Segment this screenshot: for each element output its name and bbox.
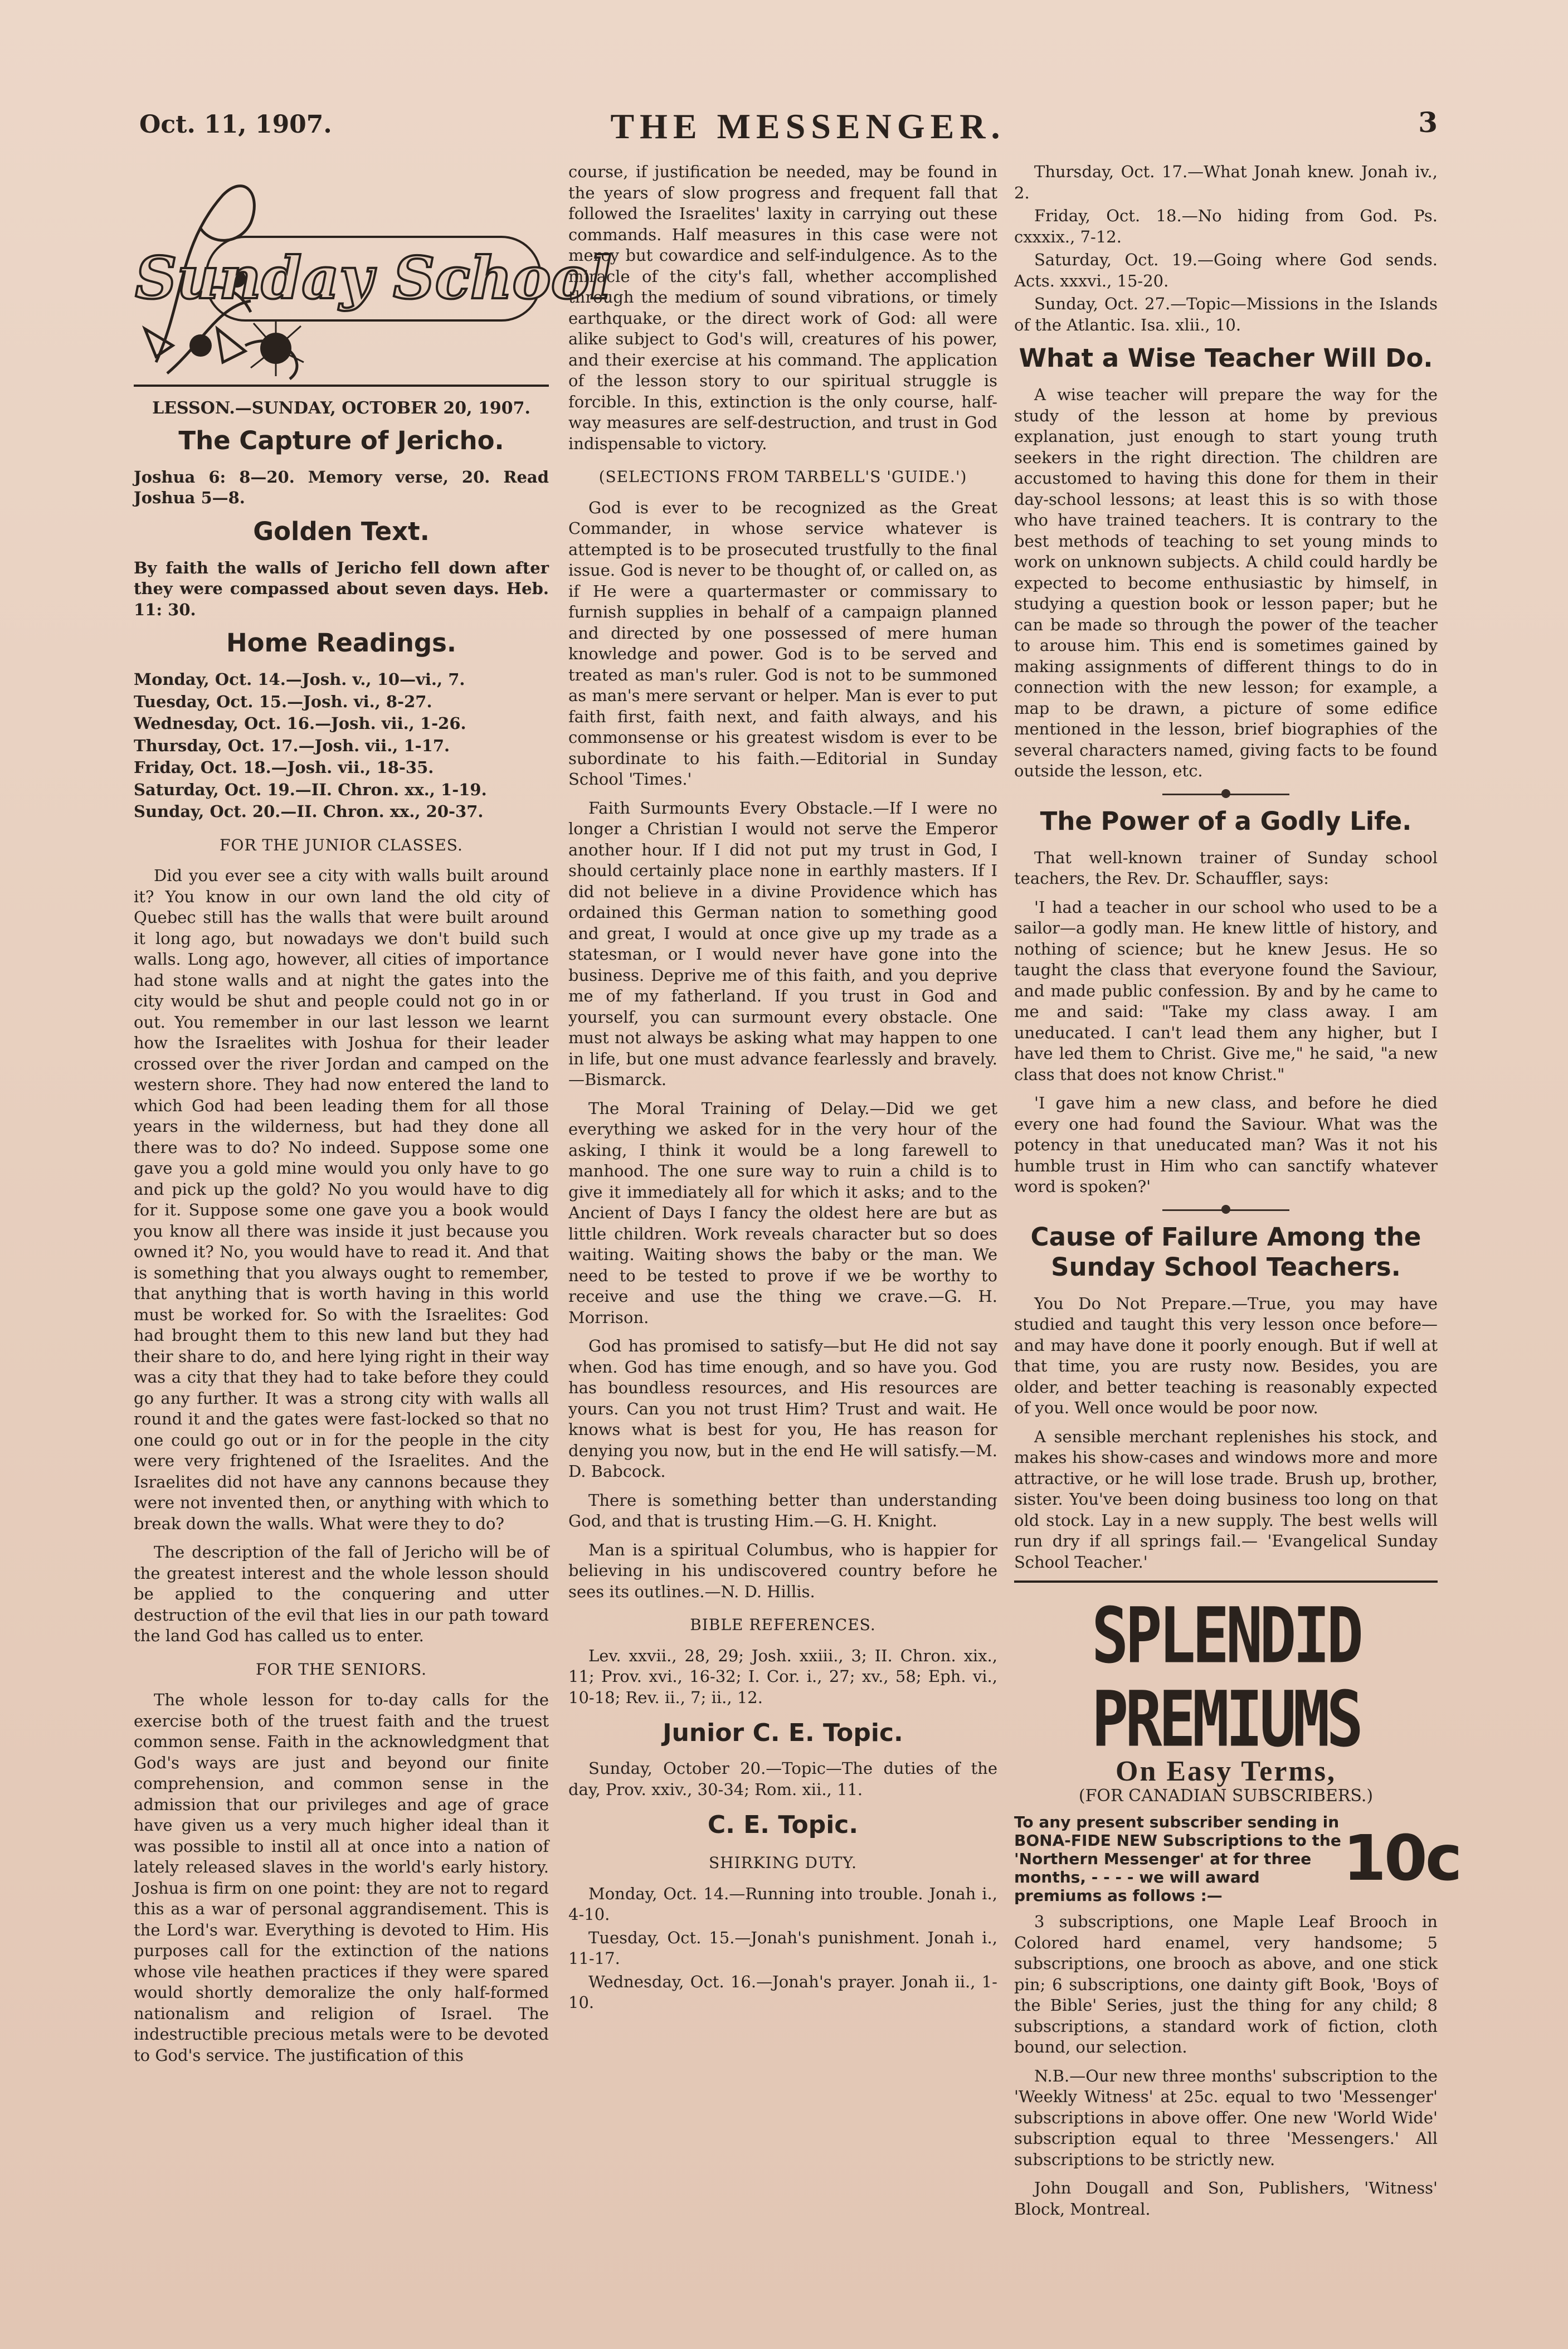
offer-details: 3 subscriptions, one Maple Leaf Brooch in Colored hard enamel, very handsome; 5 subscriptions, one brooch as above, and one stick pin; 6 subscriptions, one dainty gift Book, 'Boys of the Bible' Series, just the thing for any child; 8 subscriptions, a standard work of fiction, cloth bound, our selection. xyxy=(1014,1912,1438,2056)
junior-paragraph-1: Did you ever see a city with walls built around it? You know in our own land the old city of Quebec still has the walls that were built around it long ago, but nowadays we don't build such walls. Long ago, however, all cities of importance had stone walls and at night the gates into the city would be shut and people could not go in or out. You remember in our last lesson we learnt how the Israelites with Joshua for their leader crossed over the river Jordan and camped on the western shore. They had now entered the land to which God had been leading them for all those years in the wilderness, but had they done all there was to do? No indeed. Suppose some one gave you a gold mine would you only have to go and pick up the gold? No you would have to dig for it. Suppose some one gave you a book would you know all there was inside it just because you owned it? No, you would have to read it. And that is something that you always ought to remember, that anything that is worth having in this world must be worked for. So with the Israelites: God had brought them to this new land but they had their share to do, and here lying right in their way was a city that they had to take before they could go any further. It was a strong city with walls all round it and the gates were fast-locked so that no one could go out or in for the people in the city were very frightened of the Israelites. And the Israelites did not have any cannons because they were not invented then, or anything with which to break down the walls. What were they to do? xyxy=(134,866,549,1533)
moral-training-paragraph: The Moral Training of Delay.—Did we get everything we asked for in the very hour of the asking, I think it would be a long farewell to manhood. The one sure way to ruin a child is to give it immediately all for which it asks; and to the Ancient of Days I fancy the oldest here are but as little children. Work reveals character but so does waiting. Waiting shows the baby or the man. We need to be tested to prove if we be worthy to receive and use the thing we crave.—G. H. Morrison. xyxy=(568,1098,997,1327)
section-divider xyxy=(1014,1208,1438,1212)
great-commander-paragraph: God is ever to be recognized as the Great Commander, in whose service whatever is attempted is to be prosecuted trustfully to the final issue. God is never to be thought of, or called on, as if He were a quartermaster or commissary to furnish supplies in behalf of a campaign planned and directed by one possessed of mere human knowledge and power. God is to be served and treated as man's ruler. God is not to be summoned as man's mere servant or helper. Man is ever to put faith first, faith next, and faith always, and his commonsense or his greatest wisdom is ever to be subordinate to his faith.—Editorial in Sunday School 'Times.' xyxy=(568,498,997,789)
column-2 xyxy=(568,162,997,2016)
promised-to-satisfy-paragraph: God has promised to satisfy—but He did not say when. God has time enough, and so have you. God has boundless resources, and His resources are yours. Can you not trust Him? Trust and wait. He knows what is best for you, He has reason for denying you now, but in the end He will satisfy.—M. D. Babcock. xyxy=(568,1336,997,1481)
ce-topic-item: Sunday, Oct. 27.—Topic—Missions in the Islands of the Atlantic. Isa. xlii., 10. xyxy=(1014,294,1438,334)
wise-teacher-title: What a Wise Teacher Will Do. xyxy=(1019,343,1433,373)
ce-topic-item: Thursday, Oct. 17.—What Jonah knew. Jonah iv., 2. xyxy=(1014,162,1438,202)
section-divider xyxy=(1014,792,1438,796)
reading-item: Thursday, Oct. 17.—Josh. vii., 1-17. xyxy=(134,736,450,755)
golden-text: By faith the walls of Jericho fell down after they were compassed about seven days. Heb. 11: 30. xyxy=(134,558,549,619)
masthead-title: THE MESSENGER. xyxy=(610,106,1006,146)
home-readings-title: Home Readings. xyxy=(226,628,456,658)
bible-references: Lev. xxvii., 28, 29; Josh. xxiii., 3; II. Chron. xix., 11; Prov. xvi., 16-32; I. Cor. i., 27; xv., 58; Eph. vi., 10-18; Rev. ii., 7; ii., 12. xyxy=(568,1646,997,1707)
lesson-scripture: Joshua 6: 8—20. Memory verse, 20. Read Joshua 5—8. xyxy=(134,467,549,507)
seniors-continued: course, if justification be needed, may be found in the years of slow progress and frequent fall that followed the Israelites' laxity in carrying out these commands. Half measures in this case were not mercy but cowardice and self-indulgence. As to the miracle of the city's fall, whether accomplished through the medium of sound vibrations, or timely earthquake, or the direct work of God: all were alike subject to God's will, creatures of his power, and their exercise at his command. The application of the lesson story to our spiritual struggle is forcible. In this, extinction is the only course, half-way measures are self-destruction, and trust in God indispensable to victory. xyxy=(568,162,997,453)
premiums-title: SPLENDID PREMIUMS xyxy=(1092,1591,1360,1764)
lesson-title: The Capture of Jericho. xyxy=(178,425,504,455)
reading-item: Wednesday, Oct. 16.—Josh. vii., 1-26. xyxy=(134,714,466,733)
failure-title: Cause of Failure Among the Sunday School Teachers. xyxy=(1030,1222,1421,1282)
failure-paragraph-2: A sensible merchant replenishes his stock, and makes his show-cases and windows more and more attractive, or he will lose trade. Brush up, brother, sister. You've been doing business too long on that old stock. Lay in a new supply. The best wells will run dry if all springs fail.— 'Evangelical Sunday School Teacher.' xyxy=(1014,1427,1438,1572)
reading-item: Saturday, Oct. 19.—II. Chron. xx., 1-19. xyxy=(134,780,487,799)
ce-topic-item: Saturday, Oct. 19.—Going where God sends. Acts. xxxvi., 15-20. xyxy=(1014,250,1438,290)
page-header xyxy=(139,106,1438,150)
reading-item: Sunday, Oct. 20.—II. Chron. xx., 20-37. xyxy=(134,802,484,821)
selections-heading: (SELECTIONS FROM TARBELL'S 'GUIDE.') xyxy=(598,468,967,486)
reading-item: Friday, Oct. 18.—Josh. vii., 18-35. xyxy=(134,758,434,777)
failure-paragraph-1: You Do Not Prepare.—True, you may have studied and taught this very lesson once before—and may have done it poorly enough. But if well at that time, you are rusty now. Besides, you are older, and better teaching is reasonably expected of you. Well once would be poor now. xyxy=(1014,1293,1438,1417)
reading-item: Monday, Oct. 14.—Josh. v., 10—vi., 7. xyxy=(134,670,465,689)
logo-lettering: Sunday School xyxy=(135,244,612,312)
godly-life-quote-1: 'I had a teacher in our school who used to be a sailor—a godly man. He knew little of history, and nothing of science; but he knew Jesus. He so taught the class that everyone found the Saviour, and made public confession. By and by he came to me and said: "Take my class away. I am uneducated. I can't lead them any higher, but I have led them to Christ. Give me," he said, "a new class that does not know Christ." xyxy=(1014,897,1438,1084)
easy-terms: On Easy Terms, xyxy=(1116,1755,1336,1787)
column-1 xyxy=(134,162,612,2074)
issue-date: Oct. 11, 1907. xyxy=(139,110,332,139)
faith-surmounts-paragraph: Faith Surmounts Every Obstacle.—If I were no longer a Christian I would not serve the Emperor another hour. If I did not put my trust in God, I should certainly place none in earthly masters. If I did not believe in a divine Providence which has ordained this German nation to something good and great, I would at once give up my trade as a statesman, or I would never have gone into the business. Deprive me of this faith, and you deprive me of my fatherland. If you trust in God and yourself, you can surmount every obstacle. One must not always be asking what may happen to one in life, but one must advance fearlessly and bravely.—Bismarck. xyxy=(568,798,997,1089)
seniors-heading: FOR THE SENIORS. xyxy=(255,1660,427,1679)
shirking-duty-heading: SHIRKING DUTY. xyxy=(709,1854,857,1872)
column-3 xyxy=(1014,162,1460,2228)
offer-price: 10c xyxy=(1343,1822,1460,1895)
publisher-line: John Dougall and Son, Publishers, 'Witness' Block, Montreal. xyxy=(1014,2178,1438,2219)
offer-note: N.B.—Our new three months' subscription to the 'Weekly Witness' at 25c. equal to two 'Messenger' subscriptions in above offer. One new 'World Wide' subscription equal to three 'Messengers.' All subscriptions to be strictly new. xyxy=(1014,2066,1438,2169)
premiums-advert xyxy=(1014,1580,1460,2220)
offer-text: To any present subscriber sending in BONA-FIDE NEW Subscriptions to the 'Northern Messenger' at for three months, - - - - we will award premiums as follows :— xyxy=(1014,1813,1341,1905)
spiritual-columbus-paragraph: Man is a spiritual Columbus, who is happier for believing in his undiscovered country before he sees its outlines.—N. D. Hillis. xyxy=(568,1540,997,1601)
godly-life-title: The Power of a Godly Life. xyxy=(1040,806,1412,836)
ce-topic-item: Monday, Oct. 14.—Running into trouble. Jonah i., 4-10. xyxy=(568,1884,997,1924)
ce-topic-item: Wednesday, Oct. 16.—Jonah's prayer. Jonah ii., 1-10. xyxy=(568,1972,997,2012)
offer-box xyxy=(1014,1813,1460,1905)
godly-life-intro: That well-known trainer of Sunday school teachers, the Rev. Dr. Schauffler, says: xyxy=(1014,848,1438,888)
home-readings-list xyxy=(134,669,549,823)
junior-ce-topic: Sunday, October 20.—Topic—The duties of the day, Prov. xxiv., 30-34; Rom. xii., 11. xyxy=(568,1759,997,1799)
ce-topic-title: C. E. Topic. xyxy=(707,1811,859,1839)
ce-topic-item: Friday, Oct. 18.—No hiding from God. Ps. cxxxix., 7-12. xyxy=(1014,206,1438,246)
golden-text-title: Golden Text. xyxy=(253,516,430,546)
ce-topic-item: Tuesday, Oct. 15.—Jonah's punishment. Jonah i., 11-17. xyxy=(568,1928,997,1968)
trusting-him-paragraph: There is something better than understanding God, and that is trusting Him.—G. H. Knight. xyxy=(568,1490,997,1530)
canadian-subscribers: (FOR CANADIAN SUBSCRIBERS.) xyxy=(1078,1786,1374,1806)
junior-paragraph-2: The description of the fall of Jericho will be of the greatest interest and the whole lesson should be applied to the conquering and utter destruction of the evil that lies in our path toward the land God has called us to enter. xyxy=(134,1543,549,1645)
sunday-school-emblem xyxy=(134,162,612,385)
wise-teacher-paragraph: A wise teacher will prepare the way for the study of the lesson at home by previous explanation, just enough to start young truth seekers in the right direction. The children are accustomed to having this done for them in their day-school lessons; at least this is so with those who have trained teachers. It is contrary to the best methods of teaching to set young minds to work on unknown subjects. A child could hardly be expected to become enthusiastic by himself, in studying a question book or lesson paper; but he can be made so through the power of the teacher to arouse him. This end is sometimes gained by making assignments of different things to do in connection with the new lesson; for example, a map to be drawn, a picture of some edifice mentioned in the lesson, brief biographies of the several characters named, giving facts to be found outside the lesson, etc. xyxy=(1014,385,1438,780)
lesson-date-line: LESSON.—SUNDAY, OCTOBER 20, 1907. xyxy=(152,398,530,418)
junior-classes-heading: FOR THE JUNIOR CLASSES. xyxy=(220,835,463,854)
reading-item: Tuesday, Oct. 15.—Josh. vi., 8-27. xyxy=(134,692,432,711)
godly-life-quote-2: 'I gave him a new class, and before he died every one had found the Saviour. What was the potency in that uneducated man? Was it not his humble trust in Him who can sanctify whatever word is spoken?' xyxy=(1014,1093,1438,1196)
seniors-paragraph: The whole lesson for to-day calls for the exercise both of the truest faith and the truest common sense. Faith in the acknowledgment that God's ways are just and beyond our finite comprehension, and common sense in the admission that our privileges and age of grace have given us a very much higher ideal than it was possible to instil all at once into a nation of lately released slaves in the world's early history. Joshua is firm on one point: they are not to regard this as a war of personal aggrandisement. This is the Lord's war. Everything is devoted to Him. His purposes call for the extinction of the nations whose vile heathen practices if they were spared would shortly demoralize the only half-formed nationalism and religion of Israel. The indestructible precious metals were to be devoted to God's service. The justification of this xyxy=(134,1690,549,2065)
sunday-school-logo xyxy=(134,162,612,387)
bible-references-heading: BIBLE REFERENCES. xyxy=(690,1616,876,1634)
page-number: 3 xyxy=(1418,106,1438,139)
junior-ce-topic-title: Junior C. E. Topic. xyxy=(663,1719,903,1747)
